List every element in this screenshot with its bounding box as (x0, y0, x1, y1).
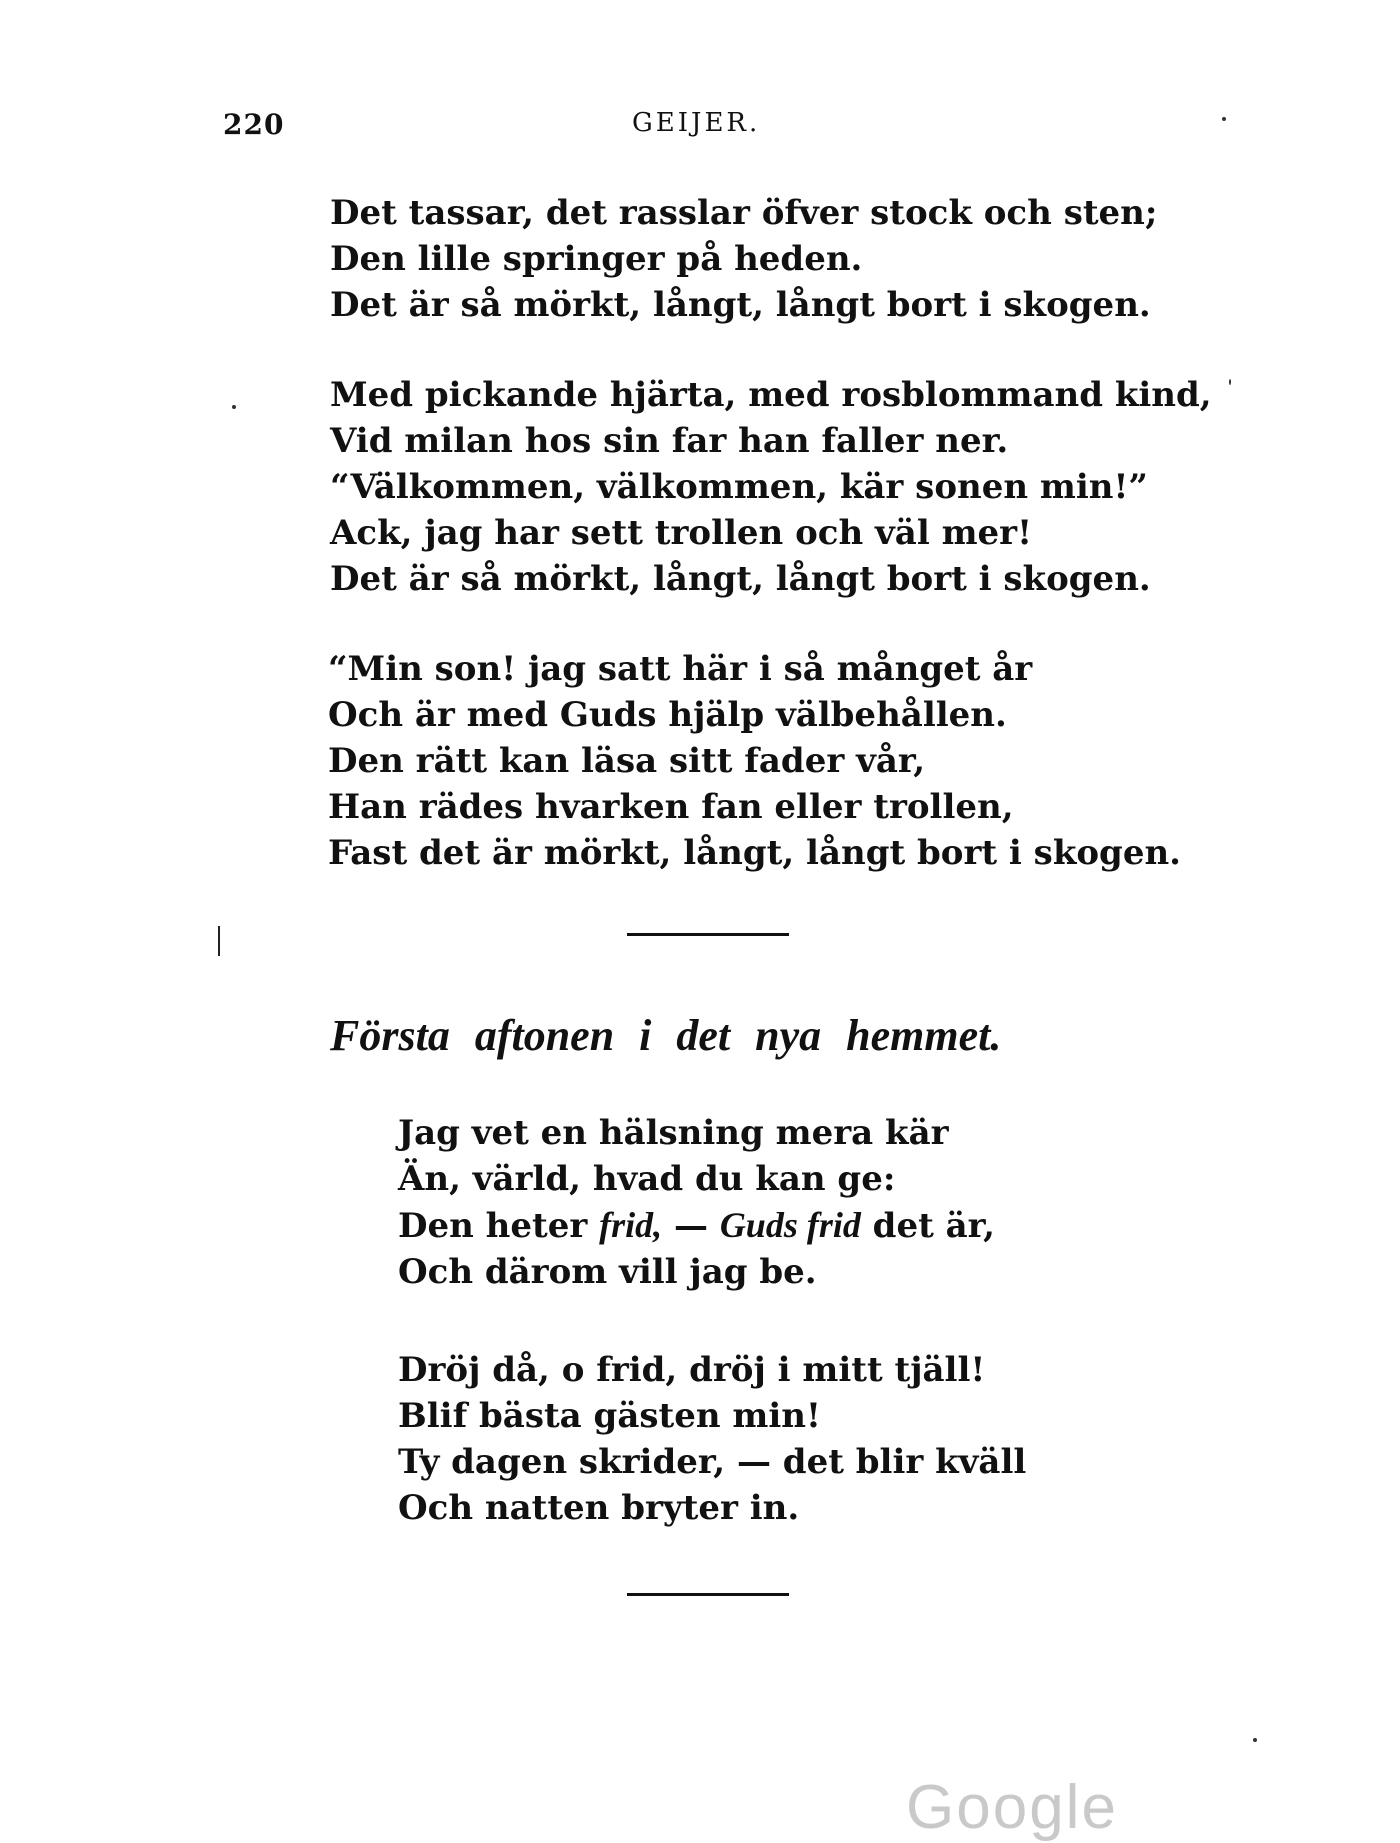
poem2-stanza-2 (398, 1347, 1026, 1531)
poem1-stanza-3 (328, 646, 1181, 876)
running-head: GEIJER. (632, 108, 761, 138)
verse-text: Den heter (398, 1206, 600, 1246)
emphasis-guds-frid: Guds frid (719, 1205, 861, 1245)
verse-text: det är, (860, 1206, 995, 1246)
verse-line: Det är så mörkt, långt, långt bort i skogen. (330, 559, 1151, 599)
poem1-stanza-2 (330, 372, 1212, 602)
section-divider (627, 933, 789, 936)
poem2-stanza-1 (398, 1110, 995, 1295)
scan-speck (1229, 379, 1231, 385)
verse-line: Jag vet en hälsning mera kär (398, 1113, 949, 1153)
verse-line: Vid milan hos sin far han faller ner. (330, 421, 1009, 461)
scan-speck (232, 405, 236, 409)
verse-line: Den rätt kan läsa sitt fader vår, (328, 741, 926, 781)
section-divider (627, 1593, 789, 1596)
verse-line: Den lille springer på heden. (330, 239, 863, 279)
verse-line: Med pickande hjärta, med rosblommand kind, (330, 375, 1212, 415)
poem-title: Första aftonen i det nya hemmet. (330, 1011, 1002, 1060)
verse-line: Och är med Guds hjälp välbehållen. (328, 695, 1007, 735)
scan-speck (1253, 1738, 1257, 1742)
verse-line: Blif bästa gästen min! (398, 1396, 821, 1436)
verse-line: Och natten bryter in. (398, 1488, 800, 1528)
page-number: 220 (223, 108, 285, 141)
verse-line: “Välkommen, välkommen, kär sonen min!” (330, 467, 1148, 507)
google-watermark: Google (906, 1773, 1118, 1842)
verse-line: Det är så mörkt, långt, långt bort i skogen. (330, 285, 1151, 325)
verse-line: Det tassar, det rasslar öfver stock och sten; (330, 193, 1158, 233)
verse-line: Dröj då, o frid, dröj i mitt tjäll! (398, 1350, 986, 1390)
poem1-stanza-1 (330, 190, 1157, 328)
verse-line: Fast det är mörkt, långt, långt bort i skogen. (328, 833, 1182, 873)
verse-line: “Min son! jag satt här i så månget år (328, 649, 1033, 689)
emphasis-frid: frid, (599, 1205, 663, 1245)
verse-line: Han rädes hvarken fan eller trollen, (328, 787, 1014, 827)
verse-line: Ty dagen skrider, — det blir kväll (398, 1442, 1027, 1482)
verse-text: — (662, 1206, 720, 1246)
verse-line: Och därom vill jag be. (398, 1252, 817, 1292)
verse-line: Ack, jag har sett trollen och väl mer! (330, 513, 1033, 553)
verse-line (398, 1202, 995, 1249)
margin-mark (218, 926, 220, 956)
scan-speck (1222, 117, 1226, 121)
verse-line: Än, värld, hvad du kan ge: (398, 1159, 896, 1199)
